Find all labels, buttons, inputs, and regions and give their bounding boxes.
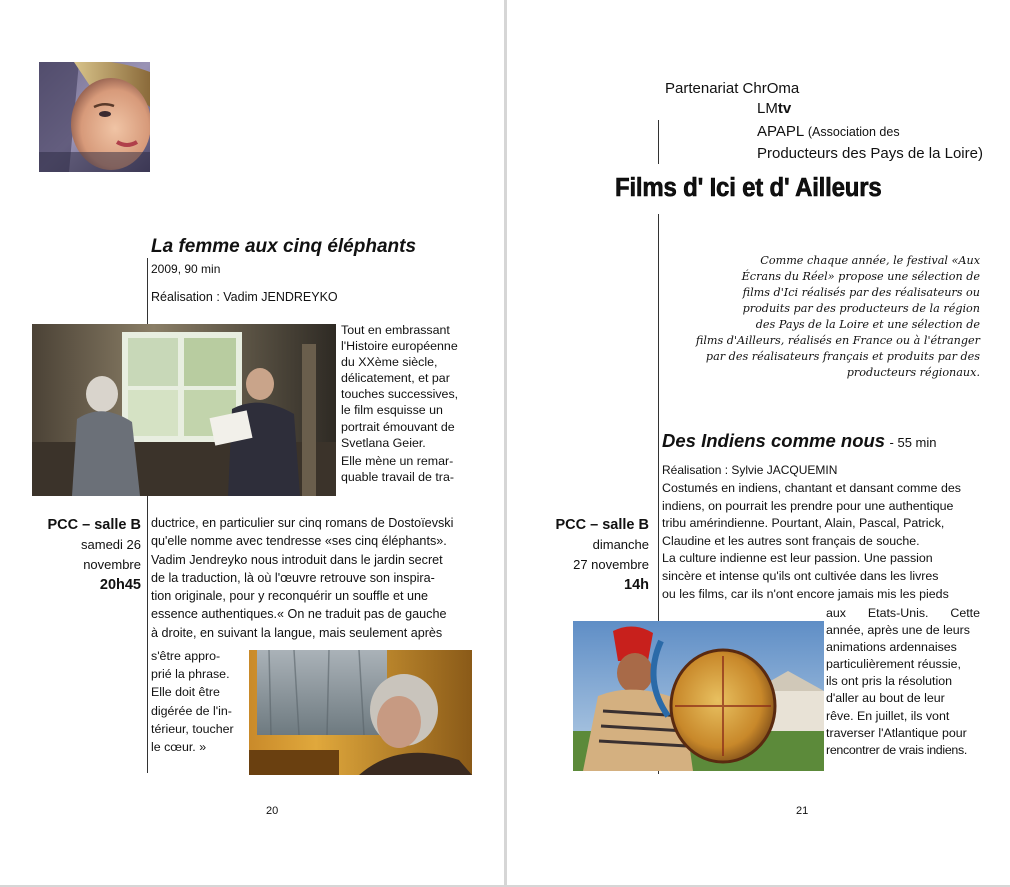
- film-title: Des Indiens comme nous: [662, 430, 886, 451]
- readers-photo: [32, 324, 336, 496]
- synopsis-middle-line: tion originale, pour y reconquérir un souffle et une: [151, 589, 429, 604]
- partners-rule: [658, 120, 659, 164]
- screening-info: [517, 515, 649, 595]
- page-left: [0, 0, 504, 885]
- synopsis-top-line: Svetlana Geier.: [341, 435, 426, 450]
- section-intro: [662, 253, 980, 381]
- intro-line: films d'Ailleurs, réalisés en France ou à l'étranger: [695, 334, 980, 347]
- screening-day: dimanche: [592, 537, 649, 552]
- film-director: Réalisation : Sylvie JACQUEMIN: [662, 463, 838, 477]
- synopsis-middle: [151, 514, 470, 642]
- synopsis-top: [341, 322, 470, 485]
- synopsis-middle-line: de la traduction, là où l'œuvre retrouve son inspira-: [151, 570, 435, 585]
- synopsis-bottom: [826, 605, 980, 759]
- apapl-desc-1: (Association des: [807, 125, 900, 139]
- synopsis-bottom-line: rencontrer de vrais indiens.: [826, 742, 968, 757]
- synopsis-top-line: tribu amérindienne. Pourtant, Alain, Pascal, Patrick,: [662, 516, 945, 531]
- partners-label: Partenariat ChrOma: [665, 80, 800, 97]
- synopsis-bottom-line: ils ont pris la résolution: [826, 674, 953, 689]
- screening-day: samedi 26: [81, 537, 141, 552]
- intro-line: Écrans du Réel» propose une sélection de: [741, 270, 980, 283]
- page-number: 20: [266, 805, 279, 817]
- synopsis-bottom: [151, 647, 244, 756]
- synopsis-top-line: La culture indienne est leur passion. Une passion: [662, 551, 933, 566]
- page-number: 21: [796, 805, 809, 817]
- synopsis-top: [662, 480, 980, 603]
- film-title: La femme aux cinq éléphants: [151, 236, 417, 257]
- synopsis-top-line: du XXème siècle,: [341, 355, 438, 370]
- synopsis-bottom-line: s'être appro-: [151, 649, 221, 663]
- synopsis-top-line: quable travail de tra-: [341, 469, 454, 484]
- screening-time: 20h45: [99, 577, 141, 593]
- synopsis-top-line: Claudine et les autres sont français de souche.: [662, 533, 920, 548]
- intro-line: par des réalisateurs français et produits par des: [705, 350, 980, 363]
- film-heading: [662, 430, 937, 452]
- screening-venue: PCC – salle B: [555, 517, 649, 533]
- apapl-name: APAPL: [757, 123, 804, 140]
- lmtv-suffix: tv: [777, 100, 792, 117]
- synopsis-middle-line: Vadim Jendreyko nous introduit dans le jardin secret: [151, 552, 443, 567]
- synopsis-top-line: Costumés en indiens, chantant et dansant comme des: [662, 481, 961, 495]
- intro-line: Comme chaque année, le festival «Aux: [760, 254, 980, 267]
- screening-time: 14h: [624, 577, 649, 593]
- elderly-woman-photo: [249, 650, 472, 775]
- synopsis-bottom-line: d'aller au bout de leur: [826, 691, 945, 706]
- intro-line: produits par des producteurs de la région: [742, 302, 980, 315]
- page-right: [507, 0, 1010, 885]
- screening-date: 27 novembre: [573, 557, 649, 572]
- synopsis-top-line: le film esquisse un: [341, 403, 443, 418]
- synopsis-bottom-line: particulièrement réussie,: [826, 657, 961, 672]
- partner-lmtv: [757, 99, 791, 119]
- film-director: Réalisation : Vadim JENDREYKO: [151, 290, 338, 304]
- synopsis-bottom-line: aux Etats-Unis. Cette: [826, 606, 980, 620]
- screening-month: novembre: [83, 557, 141, 572]
- synopsis-bottom-line: année, après une de leurs: [826, 623, 970, 638]
- synopsis-top-line: sincère et intense qu'ils ont cultivée dans les livres: [662, 568, 939, 583]
- synopsis-top-line: l'Histoire européenne: [341, 339, 458, 354]
- synopsis-top-line: Elle mène un remar-: [341, 453, 454, 468]
- synopsis-top-line: portrait émouvant de: [341, 419, 455, 434]
- synopsis-top-line: délicatement, et par: [341, 371, 450, 386]
- synopsis-bottom-line: le cœur. »: [151, 740, 207, 755]
- dancer-photo: [573, 621, 824, 771]
- synopsis-bottom-line: prié la phrase.: [151, 667, 230, 682]
- section-title: Films d' Ici et d' Ailleurs: [615, 174, 882, 202]
- film-duration: - 55 min: [889, 435, 937, 450]
- lmtv-prefix: LM: [757, 100, 778, 117]
- synopsis-bottom-line: rêve. En juillet, ils vont: [826, 708, 950, 723]
- synopsis-bottom-line: animations ardennaises: [826, 640, 957, 655]
- synopsis-middle-line: essence authentiques.« On ne traduit pas de gauche: [151, 607, 447, 622]
- woman-face-photo: [39, 62, 150, 172]
- synopsis-bottom-line: térieur, toucher: [151, 721, 234, 736]
- synopsis-top-line: ou les films, car ils n'ont encore jamais mis les pieds: [662, 586, 949, 601]
- synopsis-bottom-line: traverser l'Atlantique pour: [826, 725, 967, 740]
- screening-info: [10, 515, 141, 595]
- synopsis-middle-line: ductrice, en particulier sur cinq romans de Dostoïevski: [151, 516, 454, 530]
- intro-line: films d'Ici réalisés par des réalisateurs ou: [742, 286, 980, 299]
- synopsis-top-line: touches successives,: [341, 387, 459, 402]
- screening-venue: PCC – salle B: [47, 517, 141, 533]
- apapl-desc-2: Producteurs des Pays de la Loire): [757, 145, 983, 162]
- synopsis-top-line: indiens, on pourrait les prendre pour une authentique: [662, 498, 954, 513]
- synopsis-middle-line: qu'elle nomme avec tendresse «ses cinq éléphants».: [151, 534, 447, 549]
- synopsis-middle-line: à droite, en suivant la langue, mais seulement après: [151, 625, 443, 640]
- film-year-duration: 2009, 90 min: [151, 262, 221, 276]
- synopsis-top-line: Tout en embrassant: [341, 323, 450, 337]
- intro-line: producteurs régionaux.: [846, 366, 980, 379]
- intro-line: des Pays de la Loire et une sélection de: [755, 318, 980, 331]
- synopsis-bottom-line: digérée de l'in-: [151, 703, 232, 718]
- partner-apapl: [757, 122, 900, 142]
- synopsis-bottom-line: Elle doit être: [151, 685, 220, 700]
